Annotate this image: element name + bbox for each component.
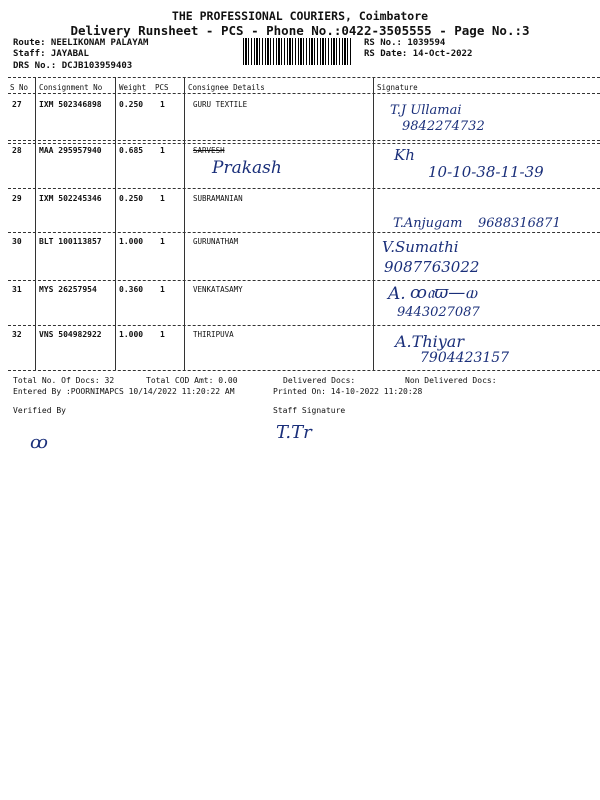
row-sno: 27 bbox=[12, 100, 22, 109]
row-sno: 29 bbox=[12, 194, 22, 203]
handwritten-signature: Kh bbox=[394, 146, 415, 164]
col-divider bbox=[35, 77, 36, 370]
total-docs: Total No. Of Docs: 32 bbox=[13, 376, 115, 385]
row-sno: 28 bbox=[12, 146, 22, 155]
printed-on: Printed On: 14-10-2022 11:20:28 bbox=[273, 387, 423, 396]
col-divider bbox=[184, 77, 185, 370]
document-title: THE PROFESSIONAL COURIERS, Coimbatore bbox=[171, 9, 429, 23]
row-consignment-no: VNS 504982922 bbox=[39, 330, 102, 339]
row-weight: 0.250 bbox=[119, 194, 144, 203]
row-pcs: 1 bbox=[160, 330, 165, 339]
row-consignment-no: MAA 295957940 bbox=[39, 146, 102, 155]
total-cod: Total COD Amt: 0.00 bbox=[146, 376, 238, 385]
row-sno: 30 bbox=[12, 237, 22, 246]
col-header-weight: Weight bbox=[119, 83, 147, 92]
rs-number: RS No.: 1039594 bbox=[364, 38, 446, 48]
staff-label: Staff: JAYABAL bbox=[13, 49, 89, 59]
verified-by-label: Verified By bbox=[13, 406, 66, 415]
row-pcs: 1 bbox=[160, 237, 165, 246]
handwritten-scribble: ꝏ𝔞ϖ—ⲱ bbox=[410, 283, 477, 303]
col-header-sno: S No bbox=[10, 83, 29, 92]
drs-number: DRS No.: DCJB103959403 bbox=[13, 61, 133, 71]
handwritten-signature: A.Thiyar bbox=[395, 332, 464, 351]
row-pcs: 1 bbox=[160, 285, 165, 294]
row-rule bbox=[8, 325, 600, 326]
staff-handwritten-signature: T.Tr bbox=[276, 422, 312, 443]
delivered-docs: Delivered Docs: bbox=[283, 376, 356, 385]
entered-by: Entered By :POORNIMAPCS 10/14/2022 11:20:22 AM bbox=[13, 387, 235, 396]
row-weight: 0.360 bbox=[119, 285, 144, 294]
row-rule bbox=[8, 140, 600, 141]
row-weight: 1.000 bbox=[119, 330, 144, 339]
row-consignee: GURU TEXTILE bbox=[193, 100, 248, 109]
row-weight: 1.000 bbox=[119, 237, 144, 246]
handwritten-phone: 9688316871 bbox=[478, 216, 561, 231]
table-bottom-rule bbox=[8, 370, 600, 371]
col-divider bbox=[373, 77, 374, 370]
row-consignment-no: BLT 100113857 bbox=[39, 237, 102, 246]
barcode bbox=[243, 38, 353, 65]
row-consignee: SARVESH bbox=[193, 146, 225, 155]
row-weight: 0.685 bbox=[119, 146, 144, 155]
row-rule bbox=[8, 143, 600, 144]
rs-date: RS Date: 14-Oct-2022 bbox=[364, 49, 473, 59]
row-consignee: VENKATASAMY bbox=[193, 285, 243, 294]
handwritten-phone: 9842274732 bbox=[402, 119, 485, 134]
handwritten-signature: V.Sumathi bbox=[382, 238, 459, 256]
handwritten-signature: A. bbox=[388, 284, 406, 304]
row-weight: 0.250 bbox=[119, 100, 144, 109]
handwritten-signature: T.Anjugam bbox=[393, 216, 463, 231]
row-pcs: 1 bbox=[160, 146, 165, 155]
handwritten-signature: T.J Ullamai bbox=[390, 103, 462, 118]
handwritten-phone: 10-10-38-11-39 bbox=[428, 163, 544, 181]
col-header-pcs: PCS bbox=[155, 83, 169, 92]
row-rule bbox=[8, 232, 600, 233]
staff-signature-label: Staff Signature bbox=[273, 406, 346, 415]
row-rule bbox=[8, 280, 600, 281]
handwritten-phone: 7904423157 bbox=[420, 350, 510, 366]
col-divider bbox=[115, 77, 116, 370]
col-header-consignment: Consignment No bbox=[39, 83, 103, 92]
row-consignee: THIRIPUVA bbox=[193, 330, 234, 339]
row-sno: 32 bbox=[12, 330, 22, 339]
row-pcs: 1 bbox=[160, 194, 165, 203]
handwritten-phone: 9087763022 bbox=[384, 258, 480, 276]
handwritten-receiver: Prakash bbox=[212, 158, 282, 178]
row-sno: 31 bbox=[12, 285, 22, 294]
document-subtitle: Delivery Runsheet - PCS - Phone No.:0422-3505555 - Page No.:3 bbox=[70, 23, 530, 38]
row-pcs: 1 bbox=[160, 100, 165, 109]
row-consignment-no: IXM 502245346 bbox=[39, 194, 102, 203]
verified-signature: ꝏ bbox=[30, 432, 48, 453]
row-consignee: GURUNATHAM bbox=[193, 237, 239, 246]
header-bottom-rule bbox=[8, 93, 600, 94]
non-delivered-docs: Non Delivered Docs: bbox=[405, 376, 497, 385]
route-label: Route: NEELIKONAM PALAYAM bbox=[13, 38, 149, 48]
row-rule bbox=[8, 188, 600, 189]
table-top-rule bbox=[8, 77, 600, 78]
row-consignment-no: IXM 502346898 bbox=[39, 100, 102, 109]
row-consignee: SUBRAMANIAN bbox=[193, 194, 243, 203]
col-header-consignee: Consignee Details bbox=[188, 83, 265, 92]
handwritten-phone: 9443027087 bbox=[397, 305, 480, 320]
row-consignment-no: MYS 26257954 bbox=[39, 285, 97, 294]
col-header-signature: Signature bbox=[377, 83, 418, 92]
